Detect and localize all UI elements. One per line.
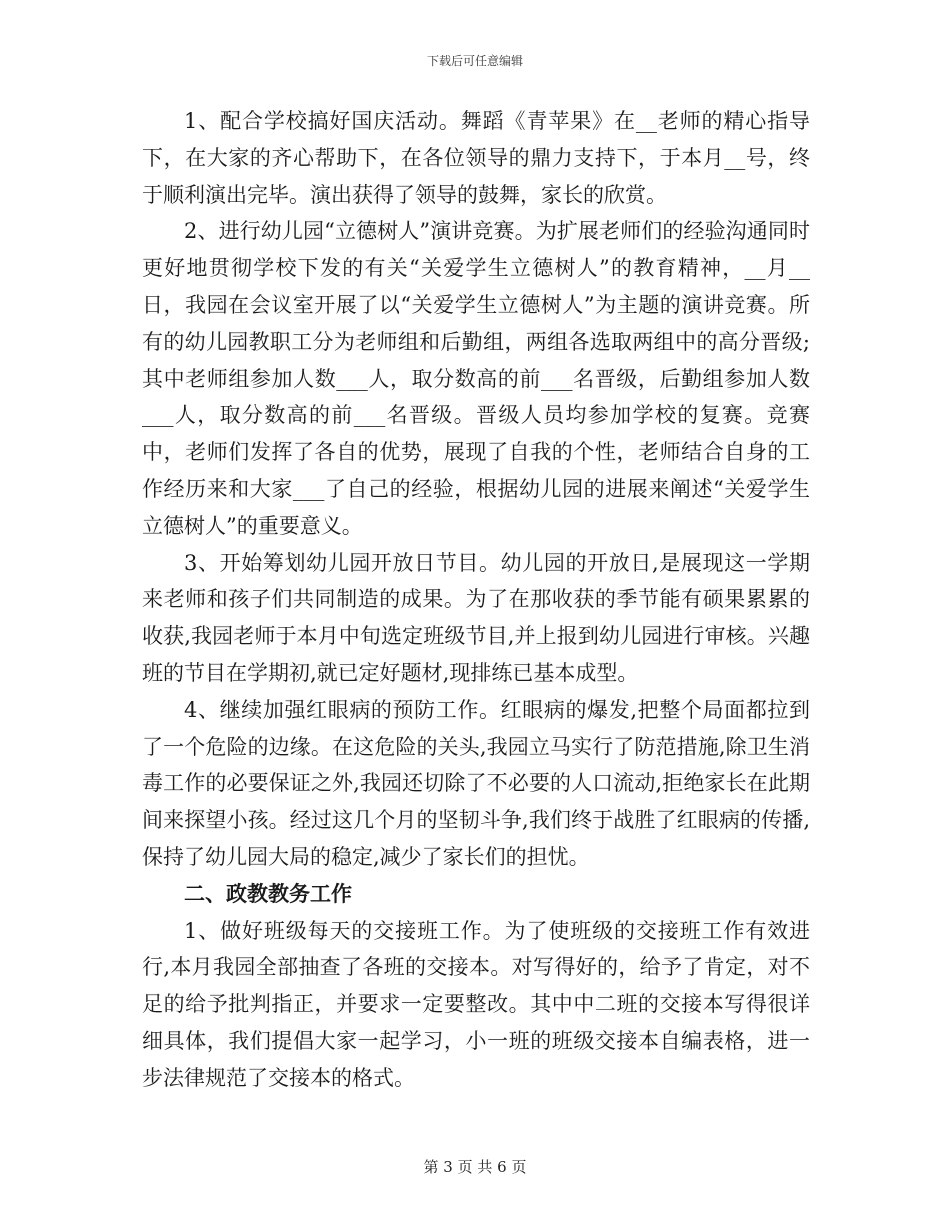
header-note: 下载后可任意编辑 bbox=[426, 54, 523, 68]
page-number-footer: 第 3 页 共 6 页 bbox=[423, 1158, 527, 1176]
paragraph-shift-handover: 1、做好班级每天的交接班工作。为了使班级的交接班工作有效进行,本月我园全部抽查了各班的交接本。对写得好的，给予了肯定，对不足的给予批判指正，并要求一定要整改。其中中二班的交接本写得很详细具体，我们提倡大家一起学习，小一班的班级交接本自编表格，进一步法律规范了交接本的格式。 bbox=[142, 918, 810, 1090]
paragraph-pinkeye-prevention: 4、继续加强红眼病的预防工作。红眼病的爆发,把整个局面都拉到了一个危险的边缘。在这危险的关头,我园立马实行了防范措施,除卫生消毒工作的必要保证之外,我园还切除了不必要的人口流动,拒绝家长在此期间来探望小孩。经过这几个月的坚韧斗争,我们终于战胜了红眼病的传播,保持了幼儿园大局的稳定,减少了家长们的担忧。 bbox=[142, 697, 810, 869]
paragraph-open-day: 3、开始筹划幼儿园开放日节目。幼儿园的开放日,是展现这一学期来老师和孩子们共同制造的成果。为了在那收获的季节能有硕果累累的收获,我园老师于本月中旬选定班级节目,并上报到幼儿园进行审核。兴趣班的节目在学期初,就已定好题材,现排练已基本成型。 bbox=[142, 550, 810, 685]
section-heading: 二、政教教务工作 bbox=[184, 880, 352, 906]
paragraph-national-day: 1、配合学校搞好国庆活动。舞蹈《青苹果》在__老师的精心指导下，在大家的齐心帮助下，在各位领导的鼎力支持下，于本月__号，终于顺利演出完毕。演出获得了领导的鼓舞，家长的欣赏。 bbox=[142, 109, 810, 207]
paragraph-speech-contest: 2、进行幼儿园“立德树人”演讲竞赛。为扩展老师们的经验沟通同时更好地贯彻学校下发的有关“关爱学生立德树人”的教育精神，__月__日，我园在会议室开展了以“关爱学生立德树人”为主题的演讲竞赛。所有的幼儿园教职工分为老师组和后勤组，两组各选取两组中的高分晋级;其中老师组参加人数___人，取分数高的前___名晋级，后勤组参加人数___人，取分数高的前___名晋级。晋级人员均参加学校的复赛。竞赛中，老师们发挥了各自的优势，展现了自我的个性，老师结合自身的工作经历来和大家___了自己的经验，根据幼儿园的进展来阐述“关爱学生立德树人”的重要意义。 bbox=[142, 219, 810, 538]
document-body bbox=[142, 103, 810, 1097]
